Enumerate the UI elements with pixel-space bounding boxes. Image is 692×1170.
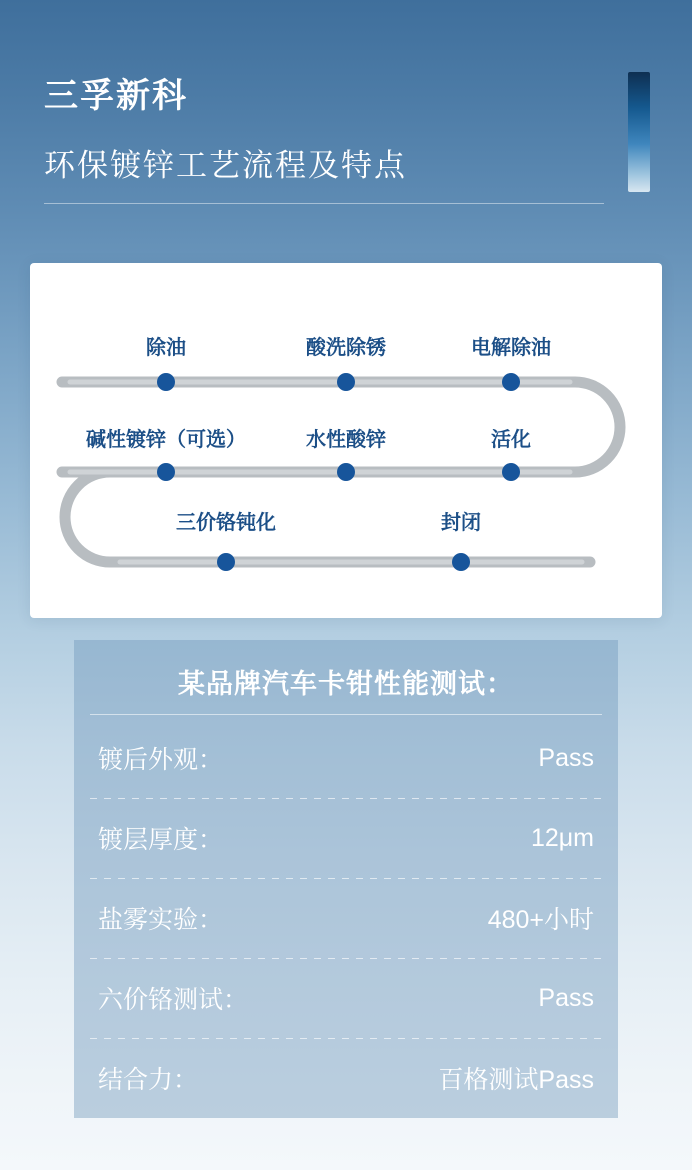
spec-key: 结合力： (98, 1066, 199, 1094)
header-accent-bar (628, 72, 650, 192)
flow-label-step-2: 酸洗除锈 (306, 337, 386, 359)
flow-label-step-1: 除油 (146, 337, 186, 359)
spec-key: 六价铬测试： (98, 986, 249, 1014)
spec-value: Pass (538, 983, 594, 1012)
spec-key: 盐雾实验： (98, 906, 224, 934)
flow-track-segment-bottom (65, 472, 590, 562)
brand-title: 三孚新科 (44, 77, 188, 115)
table-row (74, 798, 618, 878)
spec-value: 百格测试Pass (438, 1066, 594, 1094)
flow-node-7[interactable] (217, 553, 235, 571)
performance-test-title-divider (90, 714, 602, 715)
table-row (74, 1038, 618, 1118)
performance-test-rows (74, 718, 618, 1118)
flow-label-step-4: 活化 (491, 429, 531, 451)
spec-value: 12μm (530, 823, 594, 852)
page-subtitle: 环保镀锌工艺流程及特点 (44, 148, 407, 183)
flow-node-4[interactable] (502, 463, 520, 481)
flow-node-2[interactable] (337, 373, 355, 391)
flow-label-step-3: 电解除油 (471, 337, 551, 359)
flow-node-8[interactable] (452, 553, 470, 571)
process-flow-card (30, 263, 662, 618)
spec-value: 480+小时 (487, 906, 594, 934)
process-flow-diagram (30, 263, 662, 618)
performance-test-panel (74, 640, 618, 1118)
page-header (0, 0, 692, 230)
table-row (74, 878, 618, 958)
flow-node-3[interactable] (502, 373, 520, 391)
spec-key: 镀层厚度： (98, 826, 224, 854)
header-divider (44, 203, 604, 204)
flow-node-5[interactable] (337, 463, 355, 481)
flow-label-step-7: 三价铬钝化 (176, 512, 276, 534)
flow-label-step-8: 封闭 (441, 512, 481, 534)
table-row (74, 958, 618, 1038)
spec-value: Pass (538, 743, 594, 772)
spec-key: 镀后外观： (98, 746, 224, 774)
flow-label-step-6: 碱性镀锌（可选） (86, 429, 246, 451)
flow-label-step-5: 水性酸锌 (306, 429, 386, 451)
flow-node-6[interactable] (157, 463, 175, 481)
flow-node-1[interactable] (157, 373, 175, 391)
performance-test-title: 某品牌汽车卡钳性能测试： (178, 669, 514, 699)
table-row (74, 718, 618, 798)
